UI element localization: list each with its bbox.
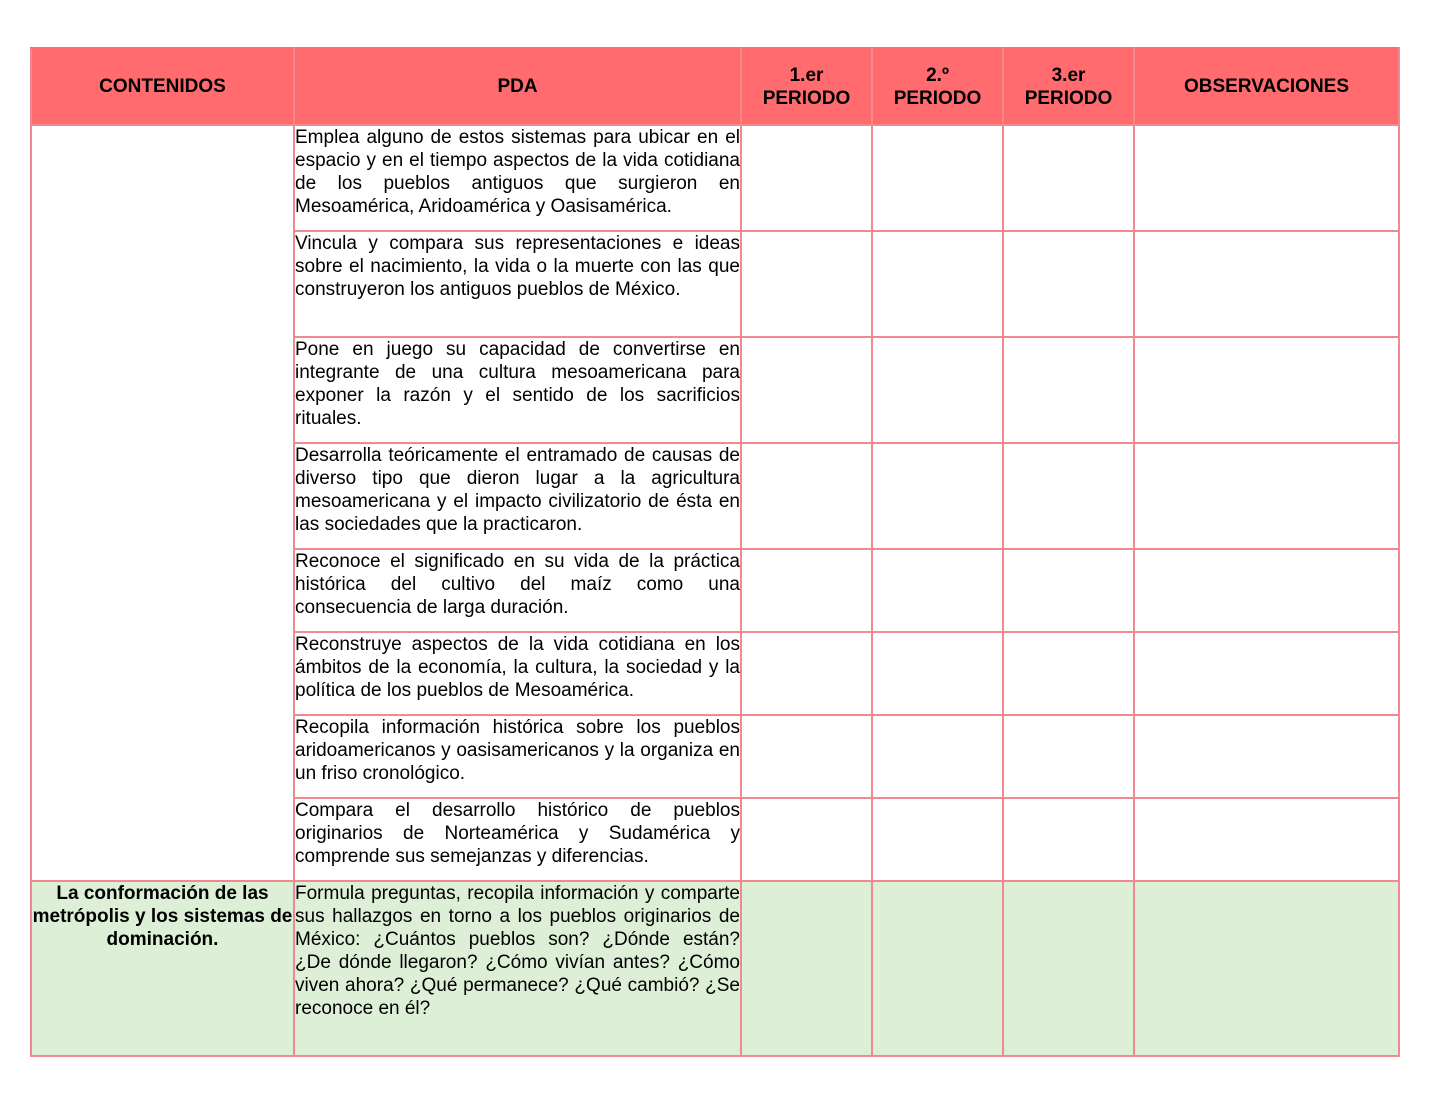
pda-cell bbox=[294, 337, 741, 443]
pda-cell bbox=[294, 549, 741, 632]
periodo-3-cell[interactable] bbox=[1003, 881, 1134, 1056]
header-periodo-2-label: PERIODO bbox=[893, 87, 982, 109]
periodo-3-cell[interactable] bbox=[1003, 125, 1134, 231]
pda-cell bbox=[294, 881, 741, 1056]
header-observaciones: OBSERVACIONES bbox=[1134, 48, 1399, 125]
periodo-1-cell[interactable] bbox=[741, 881, 872, 1056]
periodo-2-cell[interactable] bbox=[872, 125, 1003, 231]
header-row bbox=[31, 48, 1399, 125]
contenido-cell-empty bbox=[31, 125, 294, 881]
header-periodo-3-label: PERIODO bbox=[1024, 87, 1113, 109]
periodo-1-cell[interactable] bbox=[741, 798, 872, 881]
observaciones-cell[interactable] bbox=[1134, 443, 1399, 549]
pda-cell bbox=[294, 231, 741, 337]
periodo-2-cell[interactable] bbox=[872, 231, 1003, 337]
header-periodo-3 bbox=[1003, 48, 1134, 125]
periodo-1-cell[interactable] bbox=[741, 549, 872, 632]
periodo-3-cell[interactable] bbox=[1003, 443, 1134, 549]
periodo-3-cell[interactable] bbox=[1003, 715, 1134, 798]
pda-text: Reconoce el significado en su vida de la práctica histórica del cultivo del maíz como una consecuencia de larga duración. bbox=[295, 551, 740, 618]
periodo-2-cell[interactable] bbox=[872, 632, 1003, 715]
pda-cell bbox=[294, 632, 741, 715]
pda-cell bbox=[294, 798, 741, 881]
periodo-1-cell[interactable] bbox=[741, 443, 872, 549]
header-pda: PDA bbox=[294, 48, 741, 125]
table-row-green bbox=[31, 881, 1399, 1056]
header-periodo-1-ordinal: 1.er bbox=[789, 64, 824, 86]
pda-text: Emplea alguno de estos sistemas para ubicar en el espacio y en el tiempo aspectos de la vida cotidiana de los pueblos antiguos que surgieron en Mesoamérica, Aridoamérica y Oasisamérica. bbox=[295, 127, 740, 217]
observaciones-cell[interactable] bbox=[1134, 798, 1399, 881]
periodo-2-cell[interactable] bbox=[872, 549, 1003, 632]
observaciones-cell[interactable] bbox=[1134, 231, 1399, 337]
header-periodo-1 bbox=[741, 48, 872, 125]
header-periodo-3-ordinal: 3.er bbox=[1051, 64, 1086, 86]
periodo-1-cell[interactable] bbox=[741, 125, 872, 231]
periodo-1-cell[interactable] bbox=[741, 715, 872, 798]
table-row bbox=[31, 125, 1399, 231]
periodo-2-cell[interactable] bbox=[872, 715, 1003, 798]
pda-text: Reconstruye aspectos de la vida cotidiana en los ámbitos de la economía, la cultura, la sociedad y la política de los pueblos de Mesoamérica. bbox=[295, 634, 740, 701]
periodo-1-cell[interactable] bbox=[741, 337, 872, 443]
periodo-2-cell[interactable] bbox=[872, 798, 1003, 881]
periodo-3-cell[interactable] bbox=[1003, 549, 1134, 632]
periodo-3-cell[interactable] bbox=[1003, 798, 1134, 881]
periodo-3-cell[interactable] bbox=[1003, 632, 1134, 715]
periodo-2-cell[interactable] bbox=[872, 881, 1003, 1056]
periodo-2-cell[interactable] bbox=[872, 337, 1003, 443]
periodo-1-cell[interactable] bbox=[741, 231, 872, 337]
periodo-2-cell[interactable] bbox=[872, 443, 1003, 549]
pda-text: Pone en juego su capacidad de convertirse en integrante de una cultura mesoamericana para exponer la razón y el sentido de los sacrificios rituales. bbox=[295, 339, 740, 429]
observaciones-cell[interactable] bbox=[1134, 715, 1399, 798]
observaciones-cell[interactable] bbox=[1134, 881, 1399, 1056]
header-contenidos: CONTENIDOS bbox=[31, 48, 294, 125]
pda-cell bbox=[294, 715, 741, 798]
contenido-cell bbox=[31, 881, 294, 1056]
observaciones-cell[interactable] bbox=[1134, 337, 1399, 443]
planning-table bbox=[30, 47, 1400, 1057]
header-periodo-2 bbox=[872, 48, 1003, 125]
periodo-3-cell[interactable] bbox=[1003, 231, 1134, 337]
contenido-text: La conformación de las metrópolis y los sistemas de dominación. bbox=[32, 883, 293, 950]
header-periodo-1-label: PERIODO bbox=[762, 87, 851, 109]
pda-text: Formula preguntas, recopila información y comparte sus hallazgos en torno a los pueblos originarios de México: ¿Cuántos pueblos son? ¿Dónde están? ¿De dónde llegaron? ¿Cómo vivían antes? ¿Cómo viven ahora? ¿Qué permanece? ¿Qué cambió? ¿Se reconoce en él? bbox=[295, 883, 740, 1019]
pda-text: Recopila información histórica sobre los pueblos aridoamericanos y oasisamericanos y la organiza en un friso cronológico. bbox=[295, 717, 740, 784]
pda-text: Vincula y compara sus representaciones e ideas sobre el nacimiento, la vida o la muerte con las que construyeron los antiguos pueblos de México. bbox=[295, 233, 740, 300]
observaciones-cell[interactable] bbox=[1134, 549, 1399, 632]
observaciones-cell[interactable] bbox=[1134, 125, 1399, 231]
periodo-3-cell[interactable] bbox=[1003, 337, 1134, 443]
header-periodo-2-ordinal: 2.º bbox=[926, 64, 949, 86]
pda-text: Compara el desarrollo histórico de pueblos originarios de Norteamérica y Sudamérica y comprende sus semejanzas y diferencias. bbox=[295, 800, 740, 867]
pda-cell bbox=[294, 125, 741, 231]
observaciones-cell[interactable] bbox=[1134, 632, 1399, 715]
pda-text: Desarrolla teóricamente el entramado de causas de diverso tipo que dieron lugar a la agricultura mesoamericana y el impacto civilizatorio de ésta en las sociedades que la practicaron. bbox=[295, 445, 740, 535]
pda-cell bbox=[294, 443, 741, 549]
periodo-1-cell[interactable] bbox=[741, 632, 872, 715]
